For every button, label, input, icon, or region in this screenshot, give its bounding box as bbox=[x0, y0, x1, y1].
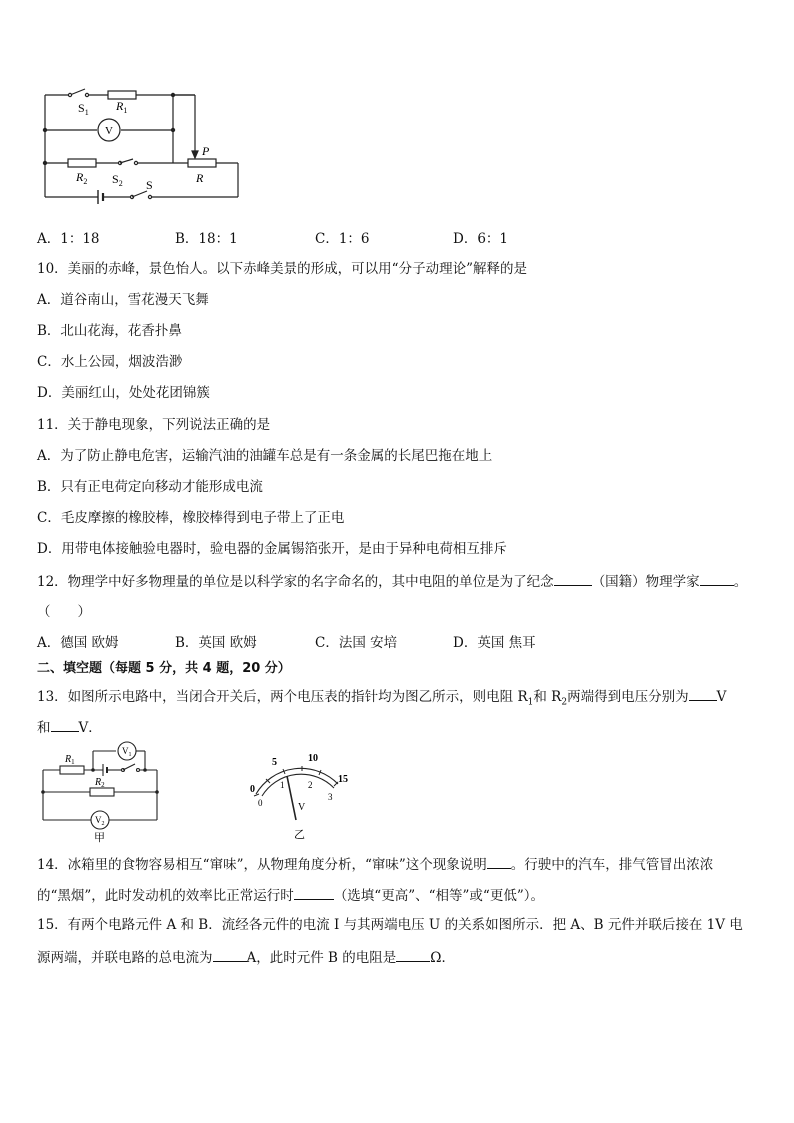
q11-option-a[interactable]: A．为了防止静电危害，运输汽油的油罐车总是有一条金属的长尾巴拖在地上 bbox=[37, 448, 493, 464]
q11-option-b[interactable]: B．只有正电荷定向移动才能形成电流 bbox=[37, 479, 263, 495]
q9-label-s: S bbox=[146, 178, 153, 192]
q10-option-c[interactable]: C．水上公园，烟波浩渺 bbox=[37, 354, 183, 370]
q12-blank-scientist[interactable] bbox=[700, 571, 734, 586]
q13-stem: 13．如图所示电路中，当闭合开关后，两个电压表的指针均为图乙所示，则电阻 $R_1$和 $R_2$两端得到电压分别为 V bbox=[37, 686, 726, 712]
q13-dial-pointer bbox=[287, 776, 296, 820]
q15-blank-resistance[interactable] bbox=[396, 947, 430, 962]
q9-option-c[interactable]: C．1：6 bbox=[315, 231, 370, 247]
q12-stem: 12．物理学中好多物理量的单位是以科学家的名字命名的，其中电阻的单位是为了纪念 （国籍）物理学家 。 bbox=[37, 571, 747, 591]
q10-stem: 10．美丽的赤峰，景色怡人。以下赤峰美景的形成，可以用“分子动理论”解释的是 bbox=[37, 261, 527, 277]
q9-label-r2: R bbox=[76, 170, 84, 184]
q11-option-c[interactable]: C．毛皮摩擦的橡胶棒，橡胶棒得到电子带上了正电 bbox=[37, 510, 345, 526]
q9-label-r1: R bbox=[116, 99, 124, 113]
q13-dial-unit: V bbox=[298, 802, 306, 813]
q9-label-p: P bbox=[202, 144, 210, 158]
q13-dial-outer-0: 0 bbox=[250, 784, 255, 795]
q13-label-r2: R bbox=[95, 777, 102, 788]
q13-dial-inner-3: 3 bbox=[328, 792, 333, 802]
q9-option-a[interactable]: A．1：18 bbox=[37, 231, 100, 247]
q13-voltmeter-dial-figure bbox=[238, 748, 358, 843]
q13-dial-outer-10: 10 bbox=[308, 753, 318, 764]
q15-blank-current[interactable] bbox=[213, 947, 247, 962]
q10-option-a[interactable]: A．道谷南山，雪花漫天飞舞 bbox=[37, 292, 209, 308]
q9-option-b[interactable]: B．18：1 bbox=[175, 231, 238, 247]
q13-circuit-figure bbox=[35, 740, 170, 845]
svg-text:V2: $V_2$ bbox=[95, 815, 105, 827]
q10-option-b[interactable]: B．北山花海，花香扑鼻 bbox=[37, 323, 182, 339]
q13-dial-inner-2: 2 bbox=[308, 780, 313, 790]
q9-option-d[interactable]: D．6：1 bbox=[453, 231, 509, 247]
svg-text:R2: $R_2$ bbox=[76, 170, 88, 186]
q9-circuit-figure bbox=[30, 85, 250, 210]
q9-voltmeter-label: V bbox=[105, 125, 113, 137]
q12-answer-paren[interactable]: （ ） bbox=[37, 604, 91, 620]
q12-option-c[interactable]: C．法国 安培 bbox=[315, 635, 398, 651]
q14-blank-1[interactable] bbox=[487, 854, 511, 869]
q13-label-v1: V bbox=[122, 746, 129, 756]
q13-dial-inner-0: 0 bbox=[258, 798, 263, 808]
q10-option-d[interactable]: D．美丽红山，处处花团锦簇 bbox=[37, 385, 210, 401]
q13-blank-r2[interactable] bbox=[51, 717, 79, 732]
svg-text:V1: $V_1$ bbox=[122, 746, 132, 758]
q12-option-a[interactable]: A．德国 欧姆 bbox=[37, 635, 119, 651]
q9-label-s1: S bbox=[78, 101, 85, 115]
q15-stem-line2: 源两端，并联电路的总电流为 A，此时元件 B 的电阻是 Ω． bbox=[37, 947, 455, 967]
q11-option-d[interactable]: D．用带电体接触验电器时，验电器的金属锡箔张开，是由于异种电荷相互排斥 bbox=[37, 541, 507, 557]
q13-stem-line2: 和 V． bbox=[37, 717, 102, 737]
q13-dial-inner-1: 1 bbox=[280, 780, 285, 790]
q13-blank-r1[interactable] bbox=[689, 686, 717, 701]
section-heading-fill-in: 二、填空题（每题 5 分，共 4 题，20 分） bbox=[37, 661, 291, 676]
q14-stem: 14．冰箱里的食物容易相互“窜味”，从物理角度分析，“窜味”这个现象说明 。行驶中的汽车，排气管冒出浓浓 bbox=[37, 854, 713, 874]
q13-dial-outer-5: 5 bbox=[272, 757, 277, 768]
q13-dial-outer-15: 15 bbox=[338, 774, 348, 785]
q12-options bbox=[37, 634, 536, 652]
svg-text:R2: $R_2$ bbox=[95, 777, 105, 789]
q14-stem-line2: 的“黑烟”，此时发动机的效率比正常运行时 （选填“更高”、“相等”或“更低”）。 bbox=[37, 885, 544, 905]
q13-caption-jia: 甲 bbox=[94, 832, 105, 844]
q12-blank-nationality[interactable] bbox=[554, 571, 592, 586]
q9-label-r: R bbox=[196, 171, 204, 185]
q13-label-r1: R bbox=[65, 754, 72, 765]
q13-caption-yi: 乙 bbox=[294, 829, 305, 841]
q9-options bbox=[37, 230, 508, 248]
svg-text:S1: $S_1$ bbox=[78, 101, 89, 117]
svg-text:R1: $R_1$ bbox=[116, 99, 128, 115]
q12-option-d[interactable]: D．英国 焦耳 bbox=[453, 635, 536, 651]
q14-blank-2[interactable] bbox=[294, 885, 334, 900]
q11-stem: 11．关于静电现象，下列说法正确的是 bbox=[37, 417, 271, 433]
q15-stem: 15．有两个电路元件 A 和 B．流经各元件的电流 I 与其两端电压 U 的关系如图所示．把 A、B 元件并联后接在 1V 电 bbox=[37, 917, 743, 933]
svg-text:R1: $R_1$ bbox=[65, 754, 75, 766]
q9-label-s2: S bbox=[112, 172, 119, 186]
q13-label-v2: V bbox=[95, 815, 102, 825]
q12-option-b[interactable]: B．英国 欧姆 bbox=[175, 635, 257, 651]
svg-text:S2: $S_2$ bbox=[112, 172, 123, 188]
